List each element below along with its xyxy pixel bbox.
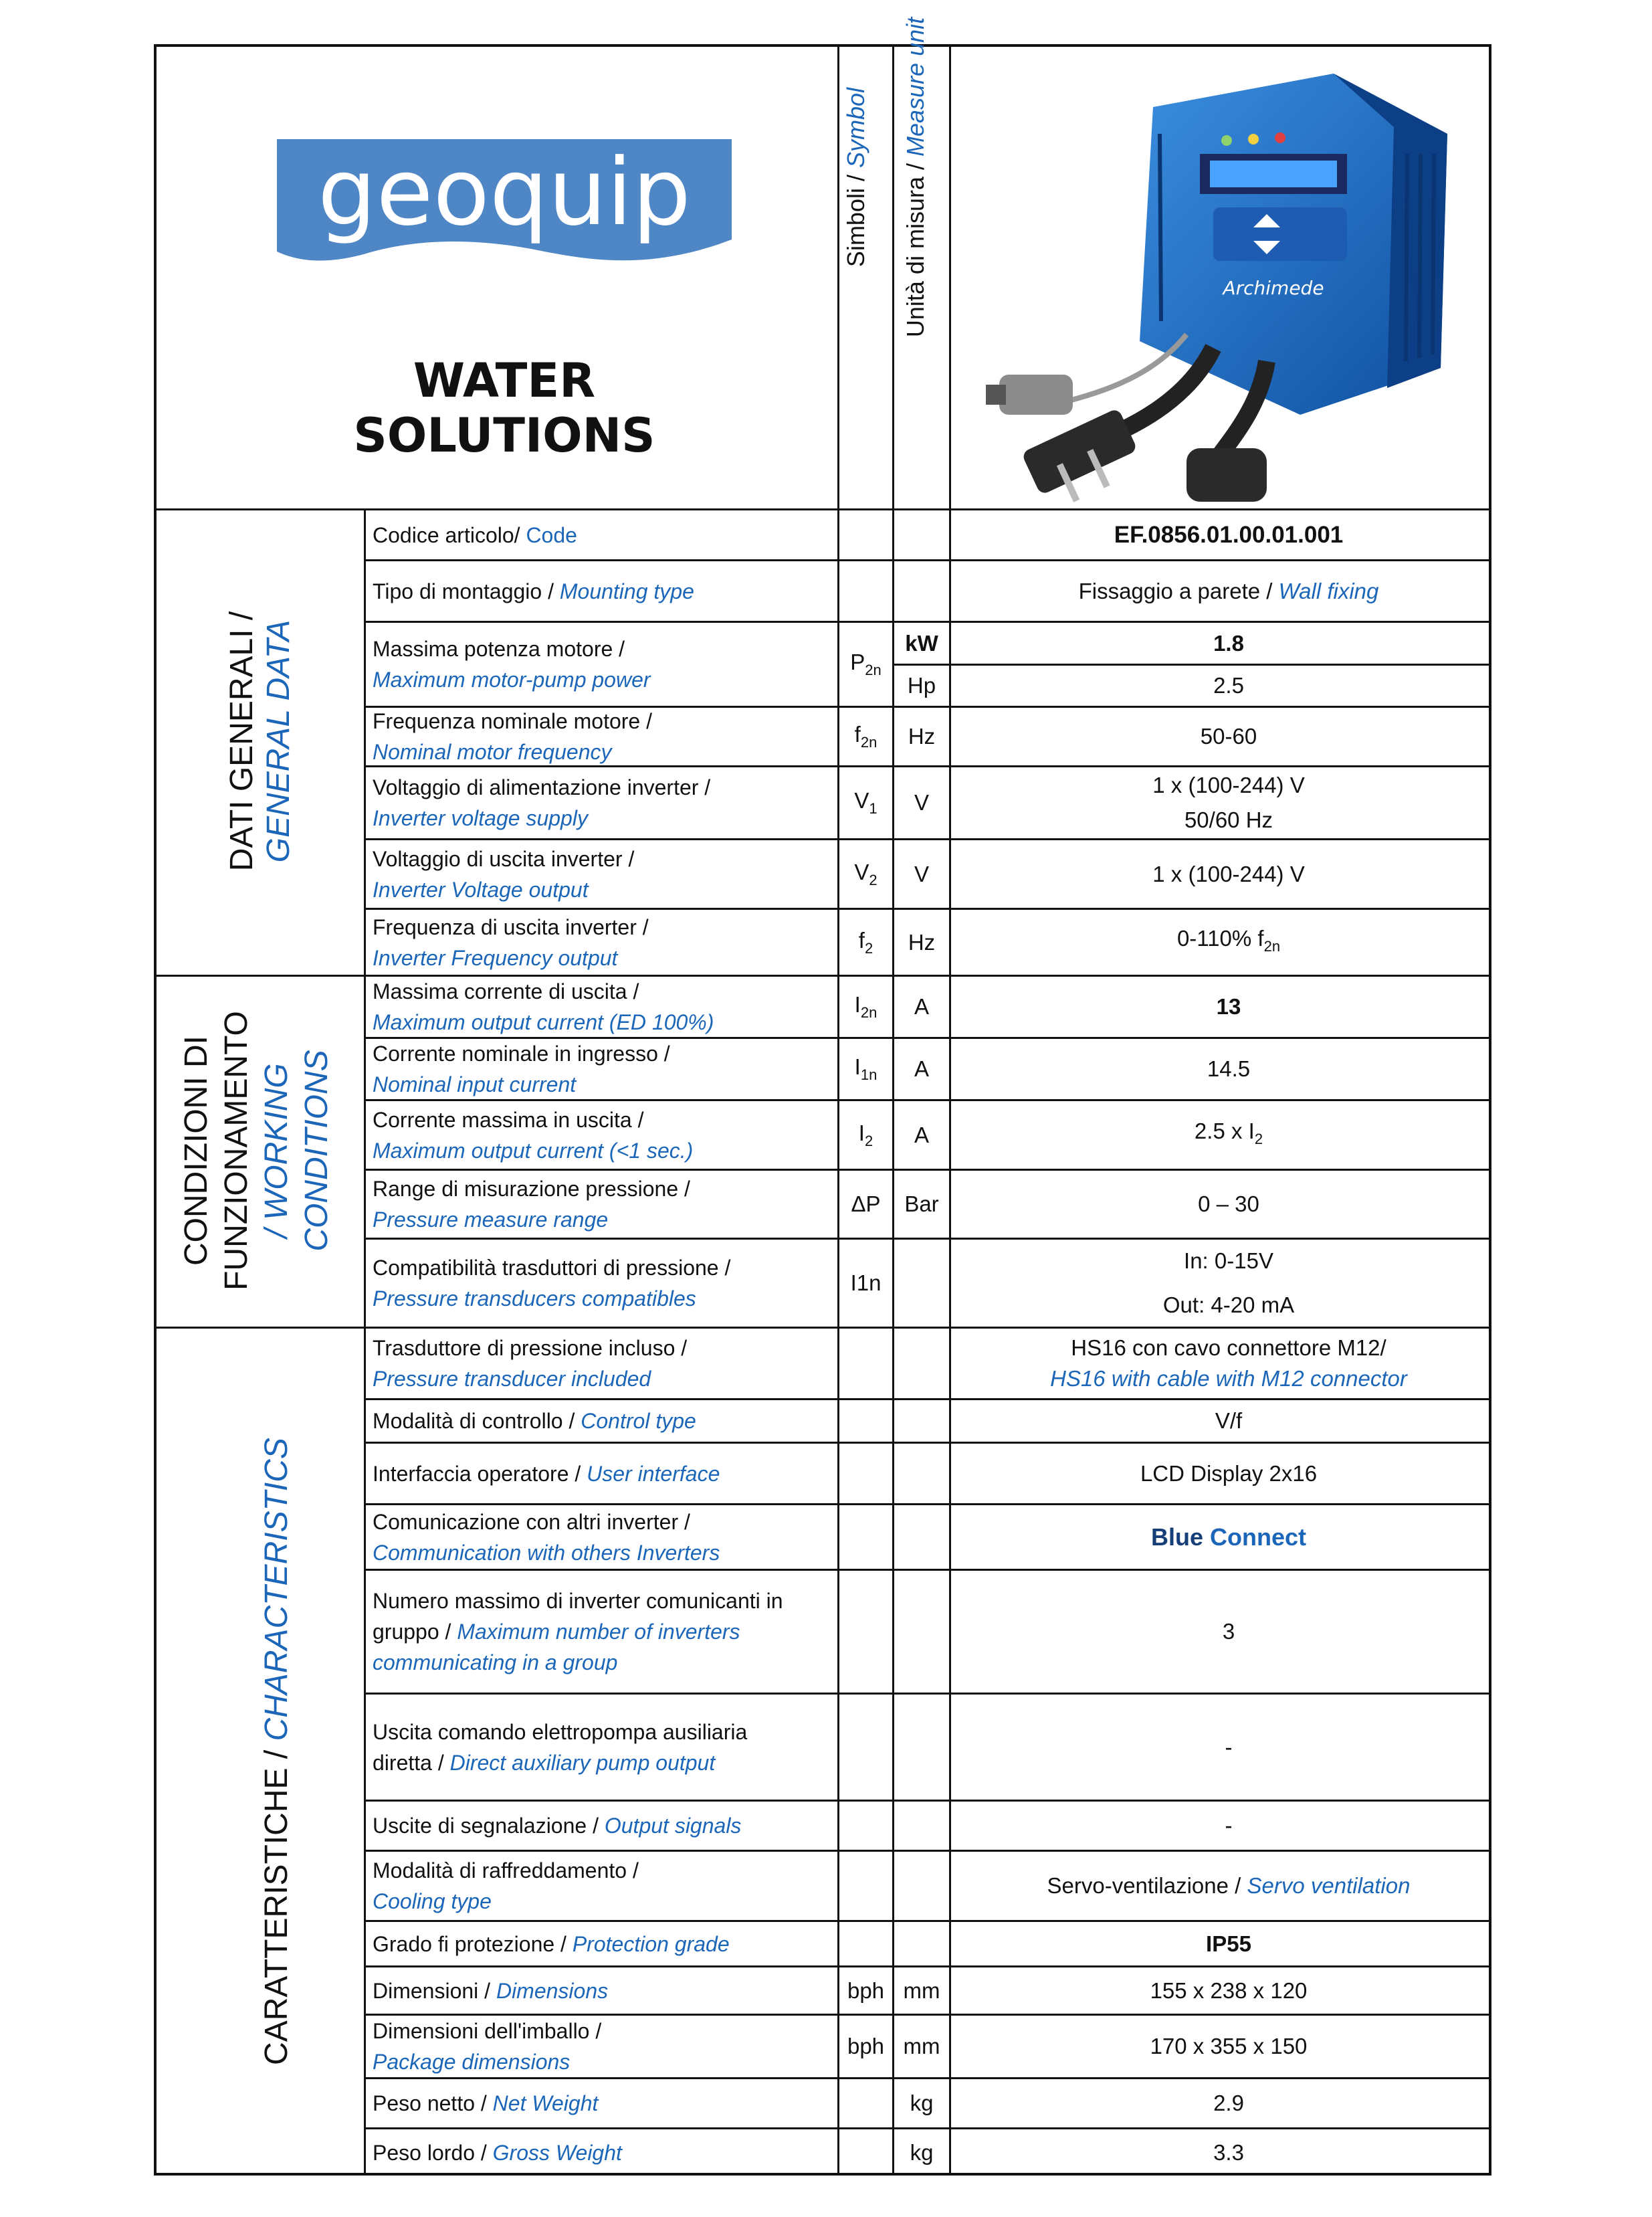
row-protection-value: IP55 <box>1206 1931 1251 1956</box>
row-max-current-label: Massima corrente di uscita / Maximum output current (ED 100%) <box>373 979 714 1034</box>
row-gross-weight-label: Peso lordo / Gross Weight <box>373 2140 622 2165</box>
row-gross-weight-value: 3.3 <box>1213 2139 1244 2165</box>
section-general-data: DATI GENERALI / GENERAL DATA <box>224 611 296 872</box>
row-package-value: 170 x 355 x 150 <box>1150 2034 1308 2058</box>
row-input-current-symbol: $I_{1n}$ <box>854 1054 877 1083</box>
row-input-current-unit: A <box>914 1056 929 1081</box>
row-pressure-range-value: 0 – 30 <box>1198 1191 1259 1216</box>
row-power-label: Massima potenza motore / Maximum motor-pump power <box>373 637 651 692</box>
row-frequency-output-value: 0-110% $f_{2n}$ <box>1176 925 1281 955</box>
row-transducers-value: In: 0-15V Out: 4-20 mA <box>1162 1248 1295 1317</box>
row-frequency-label: Frequenza nominale motore / Nominal motor frequency <box>373 709 652 764</box>
row-dimensions-value: 155 x 238 x 120 <box>1150 1978 1308 2003</box>
row-frequency-output-symbol: $f_2$ <box>858 927 873 957</box>
row-max-current-symbol: $I_{2n}$ <box>854 992 877 1021</box>
header-symbol: Simboli / Symbol <box>842 87 869 268</box>
row-ui-value: LCD Display 2x16 <box>1140 1460 1318 1486</box>
row-voltage-output-label: Voltaggio di uscita inverter / Inverter Voltage output <box>373 846 635 902</box>
row-package-symbol: bph <box>847 2034 885 2058</box>
section-characteristics: CARATTERISTICHE / CHARACTERISTICS <box>259 1438 294 2065</box>
row-sensor-value: HS16 con cavo connettore M12/ HS16 with cable with M12 connector <box>1050 1335 1407 1391</box>
row-mounting-label: Tipo di montaggio / Mounting type <box>373 579 694 603</box>
row-control-value: V/f <box>1215 1408 1243 1433</box>
row-gross-weight-unit: kg <box>910 2139 934 2165</box>
row-sensor-label: Trasduttore di pressione incluso / Pressure transducer included <box>373 1336 688 1391</box>
row-signals-value: - <box>1225 1813 1233 1838</box>
row-pressure-range-symbol: ΔP <box>851 1191 881 1216</box>
row-cooling-value: Servo-ventilazione / Servo ventilation <box>1047 1873 1411 1898</box>
header-measure-unit: Unità di misura / Measure unit <box>902 17 929 338</box>
row-voltage-supply-symbol: $V_1$ <box>854 788 877 817</box>
row-dimensions-unit: mm <box>903 1978 940 2003</box>
row-package-label: Dimensioni dell'imballo / Package dimensions <box>373 2019 602 2074</box>
row-aux-pump-value: - <box>1225 1734 1233 1759</box>
row-input-current-value: 14.5 <box>1207 1056 1251 1081</box>
row-power-unit-kw: kW <box>905 630 938 656</box>
row-frequency-symbol: $f_{2n}$ <box>854 722 877 751</box>
row-aux-pump-label: Uscita comando elettropompa ausiliaria diretta / Direct auxiliary pump output <box>373 1719 748 1775</box>
row-frequency-output-unit: Hz <box>908 929 936 955</box>
row-peak-current-label: Corrente massima in uscita / Maximum output current (<1 sec.) <box>373 1107 694 1163</box>
row-power-unit-hp: Hp <box>907 673 936 698</box>
col-line-section <box>364 508 366 2176</box>
row-protection-label: Grado fi protezione / Protection grade <box>373 1931 730 1956</box>
row-dimensions-symbol: bph <box>847 1978 885 2003</box>
row-frequency-unit: Hz <box>908 724 936 749</box>
row-power-value-hp: 2.5 <box>1213 673 1244 698</box>
row-voltage-supply-label: Voltaggio di alimentazione inverter / Inverter voltage supply <box>373 775 711 830</box>
row-group-label: Numero massimo di inverter comunicanti in gruppo / Maximum number of inverters communicating in a group <box>373 1589 783 1674</box>
row-frequency-value: 50-60 <box>1200 724 1257 749</box>
row-voltage-supply-unit: V <box>914 790 929 815</box>
inverter-label: Archimede <box>1223 277 1324 299</box>
row-dimensions-label: Dimensioni / Dimensions <box>373 1978 609 2003</box>
row-net-weight-unit: kg <box>910 2091 934 2115</box>
row-code-value: EF.0856.01.00.01.001 <box>1114 521 1344 548</box>
row-net-weight-label: Peso netto / Net Weight <box>373 2091 599 2115</box>
row-max-current-unit: A <box>914 994 929 1019</box>
row-cooling-label: Modalità di raffreddamento / Cooling type <box>373 1858 639 1913</box>
row-pressure-range-label: Range di misurazione pressione / Pressure measure range <box>373 1177 690 1232</box>
tagline: WATER SOLUTIONS <box>353 353 655 463</box>
row-input-current-label: Corrente nominale in ingresso / Nominal input current <box>373 1042 670 1096</box>
row-mounting-value: Fissaggio a parete / Wall fixing <box>1078 578 1379 603</box>
logo-text: geoquip <box>318 138 691 246</box>
row-net-weight-value: 2.9 <box>1213 2091 1244 2115</box>
row-voltage-output-value: 1 x (100-244) V <box>1152 861 1305 886</box>
row-frequency-output-label: Frequenza di uscita inverter / Inverter Frequency output <box>373 914 649 970</box>
row-peak-current-unit: A <box>914 1122 929 1147</box>
row-communication-label: Comunicazione con altri inverter / Communication with others Inverters <box>373 1509 720 1565</box>
row-max-current-value: 13 <box>1216 994 1241 1019</box>
row-power-symbol: $P_{2n}$ <box>850 650 882 678</box>
row-ui-label: Interfaccia operatore / User interface <box>373 1461 720 1486</box>
row-signals-label: Uscite di segnalazione / Output signals <box>373 1814 742 1838</box>
row-voltage-output-symbol: $V_2$ <box>854 859 877 888</box>
row-communication-value: Blue Connect <box>1150 1523 1307 1551</box>
row-control-label: Modalità di controllo / Control type <box>373 1409 696 1433</box>
row-package-unit: mm <box>903 2034 940 2058</box>
row-code-label: Codice articolo/ Code <box>373 522 577 547</box>
row-pressure-range-unit: Bar <box>904 1191 939 1216</box>
row-peak-current-value: 2.5 x $I_2$ <box>1194 1118 1263 1147</box>
row-voltage-output-unit: V <box>914 861 929 886</box>
section-working-conditions: CONDIZIONI DI FUNZIONAMENTO / WORKING CONDITIONS <box>179 1011 334 1290</box>
row-transducers-symbol: I1n <box>850 1270 882 1295</box>
datasheet-table <box>154 17 1491 2176</box>
row-power-value-kw: 1.8 <box>1213 630 1244 656</box>
brand-logo <box>277 139 732 272</box>
row-peak-current-symbol: $I_2$ <box>858 1120 873 1149</box>
row-group-value: 3 <box>1222 1619 1235 1644</box>
inverter-photo <box>986 54 1481 508</box>
row-voltage-supply-value: 1 x (100-244) V 50/60 Hz <box>1152 773 1305 832</box>
row-transducers-label: Compatibilità trasduttori di pressione / Pressure transducers compatibles <box>373 1256 731 1311</box>
